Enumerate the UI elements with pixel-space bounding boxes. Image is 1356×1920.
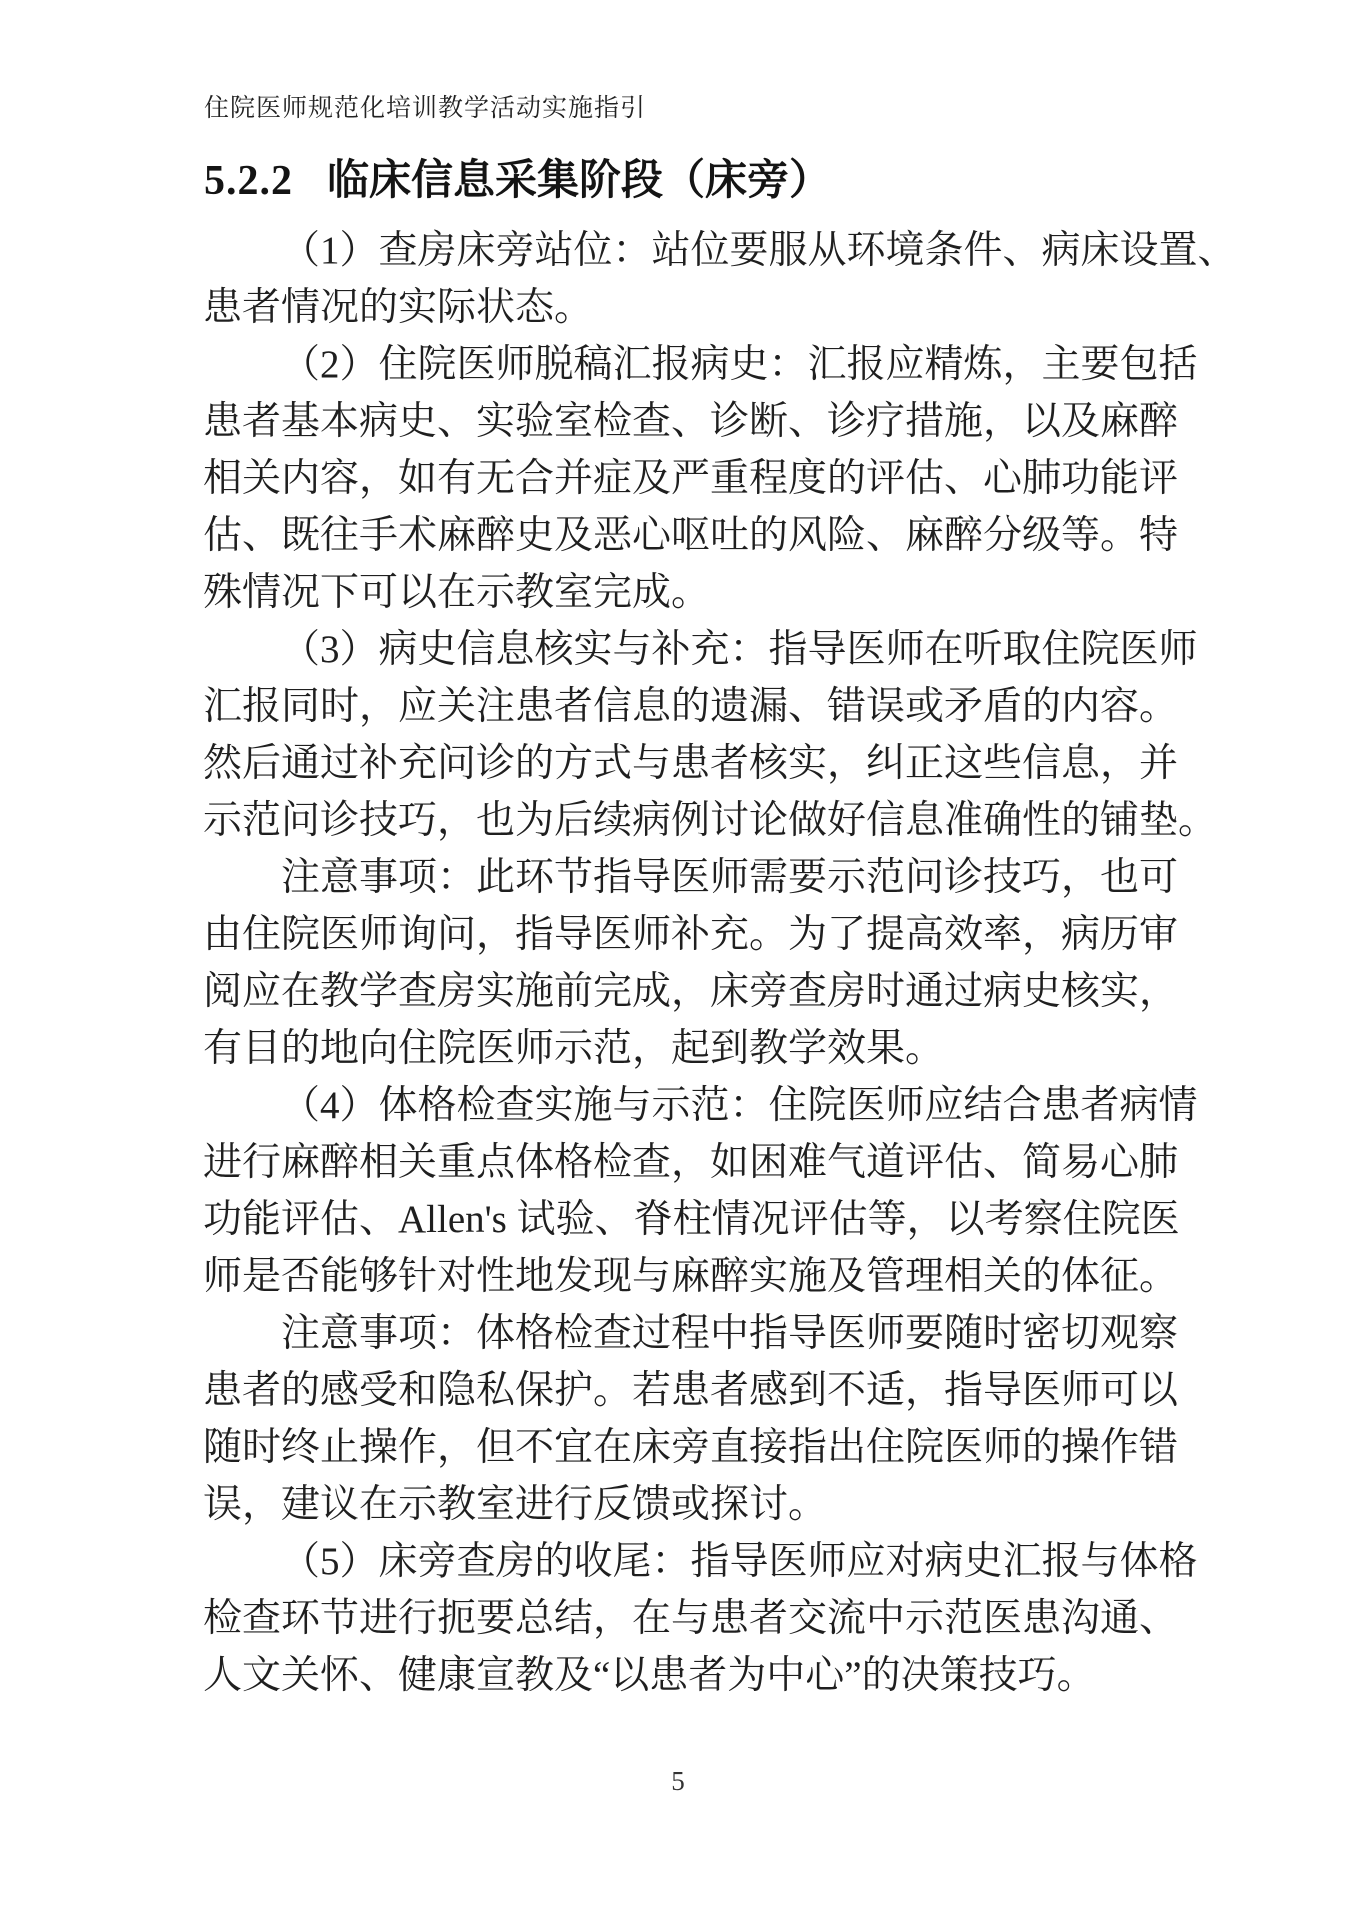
paragraph	[203, 849, 1179, 1077]
paragraph	[203, 222, 1237, 336]
text-line: 患者基本病史、实验室检查、诊断、诊疗措施，以及麻醉	[203, 400, 1179, 443]
text-line: 检查环节进行扼要总结，在与患者交流中示范医患沟通、	[203, 1597, 1179, 1640]
paragraph	[203, 1305, 1179, 1533]
text-line: 有目的地向住院医师示范，起到教学效果。	[203, 1027, 945, 1070]
text-line: 功能评估、Allen's 试验、脊柱情况评估等，以考察住院医	[203, 1198, 1180, 1241]
text-line: 由住院医师询问，指导医师补充。为了提高效率，病历审	[203, 913, 1179, 956]
text-line: 误，建议在示教室进行反馈或探讨。	[203, 1483, 828, 1526]
text-line: 患者情况的实际状态。	[203, 286, 594, 329]
body-text	[203, 222, 1237, 1704]
section-number: 5.2.2	[204, 158, 293, 204]
text-line: （2）住院医师脱稿汇报病史：汇报应精炼，主要包括	[281, 343, 1198, 386]
paragraph	[203, 336, 1198, 621]
page-number: 5	[671, 1766, 685, 1796]
text-line: 随时终止操作，但不宜在床旁直接指出住院医师的操作错	[203, 1426, 1179, 1469]
text-line: 阅应在教学查房实施前完成，床旁查房时通过病史核实，	[203, 970, 1179, 1013]
text-line: 人文关怀、健康宣教及“以患者为中心”的决策技巧。	[203, 1654, 1096, 1697]
text-line: 注意事项：体格检查过程中指导医师要随时密切观察	[281, 1312, 1179, 1355]
text-line: 相关内容，如有无合并症及严重程度的评估、心肺功能评	[203, 457, 1179, 500]
section-title: 临床信息采集阶段（床旁）	[327, 158, 832, 204]
text-line: 注意事项：此环节指导医师需要示范问诊技巧，也可	[281, 856, 1179, 899]
text-line: 殊情况下可以在示教室完成。	[203, 571, 711, 614]
paragraph	[203, 1533, 1198, 1704]
paragraph	[203, 1077, 1198, 1305]
text-line: 汇报同时，应关注患者信息的遗漏、错误或矛盾的内容。	[203, 685, 1179, 728]
text-line: （3）病史信息核实与补充：指导医师在听取住院医师	[281, 628, 1198, 671]
text-line: 然后通过补充问诊的方式与患者核实，纠正这些信息，并	[203, 742, 1179, 785]
text-line: 师是否能够针对性地发现与麻醉实施及管理相关的体征。	[203, 1255, 1179, 1298]
running-header: 住院医师规范化培训教学活动实施指引	[204, 95, 647, 122]
text-line: 进行麻醉相关重点体格检查，如困难气道评估、简易心肺	[203, 1141, 1179, 1184]
text-line: （5）床旁查房的收尾：指导医师应对病史汇报与体格	[281, 1540, 1198, 1583]
text-line: 示范问诊技巧，也为后续病例讨论做好信息准确性的铺垫。	[203, 799, 1218, 842]
text-line: 患者的感受和隐私保护。若患者感到不适，指导医师可以	[203, 1369, 1179, 1412]
section-heading	[204, 152, 831, 210]
paragraph	[203, 621, 1218, 849]
text-line: （1）查房床旁站位：站位要服从环境条件、病床设置、	[281, 229, 1237, 272]
text-line: 估、既往手术麻醉史及恶心呕吐的风险、麻醉分级等。特	[203, 514, 1179, 557]
text-line: （4）体格检查实施与示范：住院医师应结合患者病情	[281, 1084, 1198, 1127]
